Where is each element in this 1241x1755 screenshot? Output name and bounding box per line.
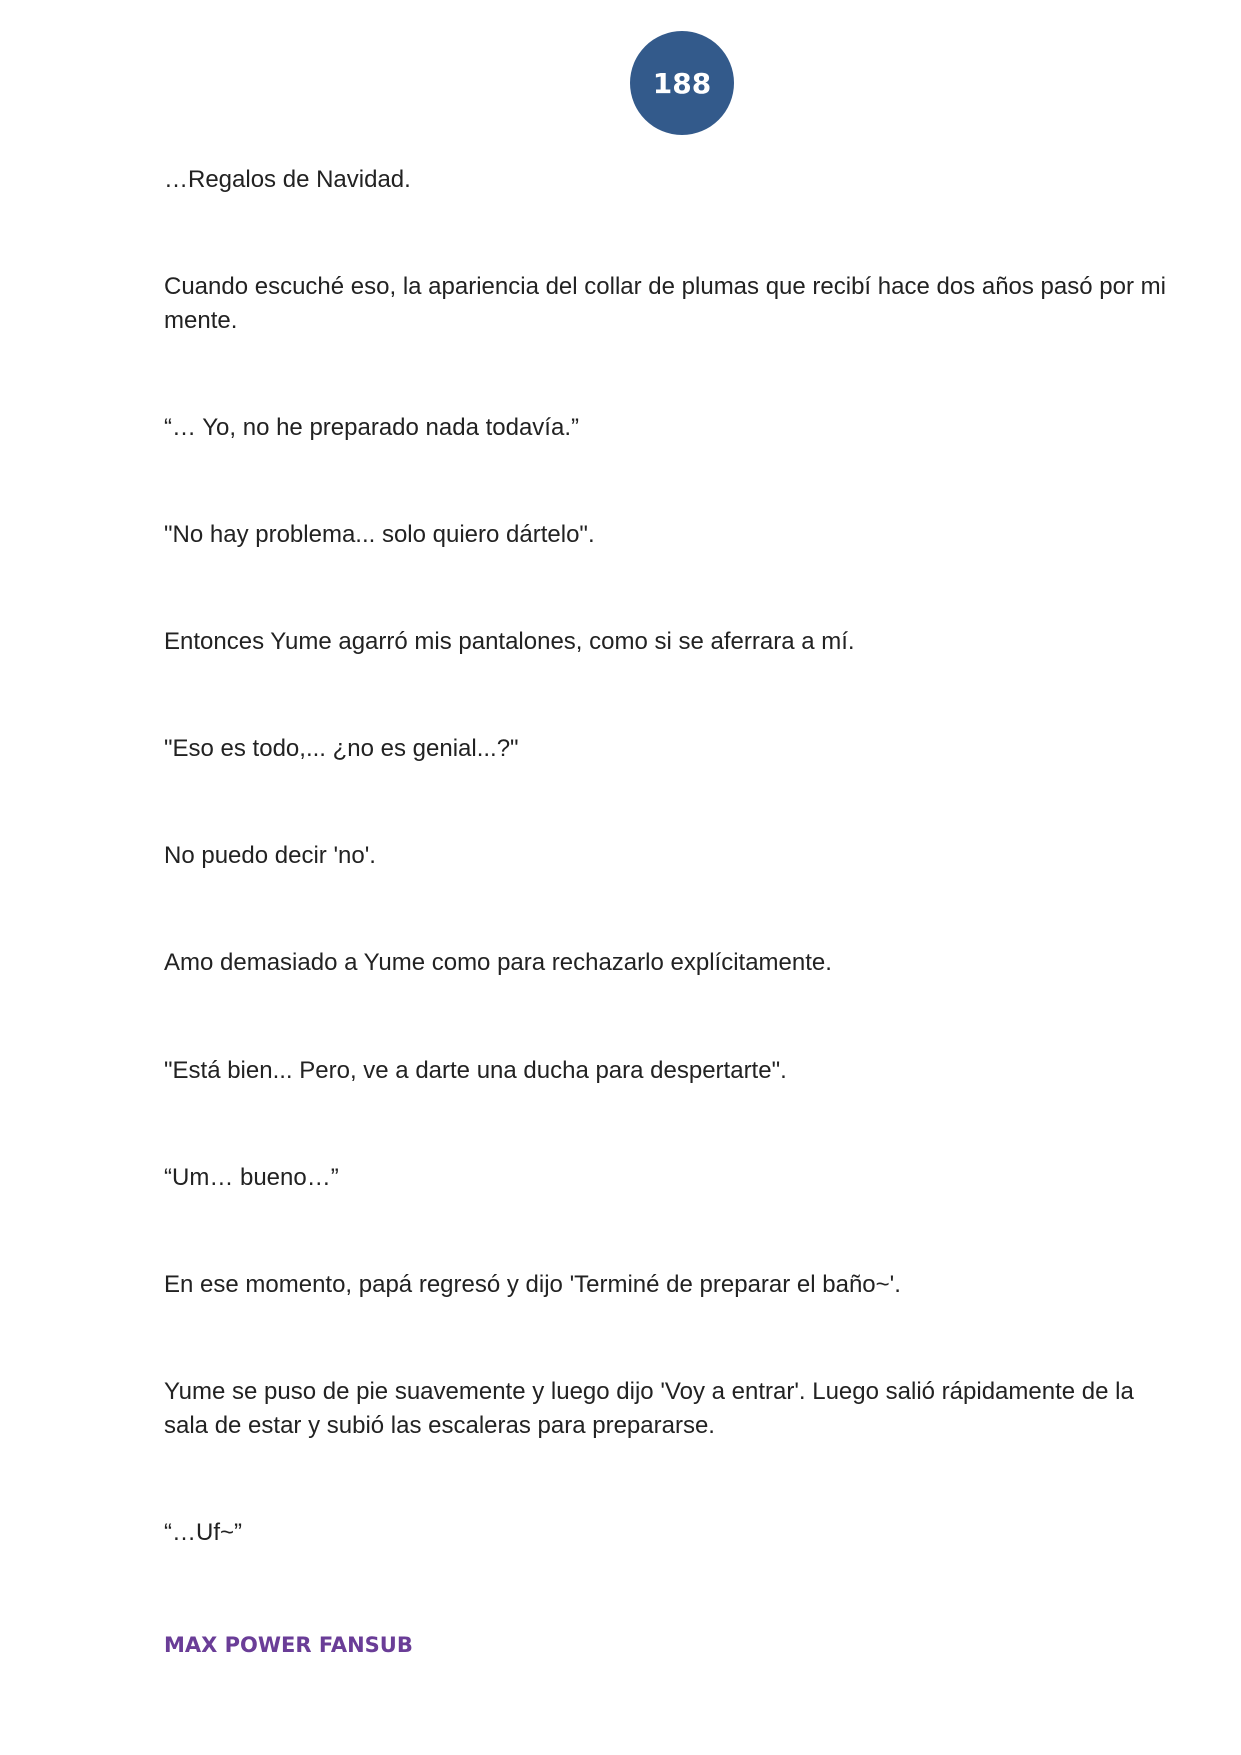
paragraph-3: “… Yo, no he preparado nada todavía.” [164,414,579,441]
paragraph-1: …Regalos de Navidad. [164,166,411,193]
paragraph-10: “Um… bueno…” [164,1164,339,1191]
paragraph-9: "Está bien... Pero, ve a darte una ducha para despertarte". [164,1057,787,1084]
paragraph-13: “…Uf~” [164,1519,242,1546]
paragraph-11: En ese momento, papá regresó y dijo 'Terminé de preparar el baño~'. [164,1271,901,1298]
paragraph-7: No puedo decir 'no'. [164,842,376,869]
paragraph-5: Entonces Yume agarró mis pantalones, como si se aferrara a mí. [164,628,855,655]
paragraph-6: "Eso es todo,... ¿no es genial...?" [164,735,519,762]
fansub-credit: MAX POWER FANSUB [164,1633,413,1657]
paragraph-4: "No hay problema... solo quiero dártelo". [164,521,595,548]
paragraph-8: Amo demasiado a Yume como para rechazarlo explícitamente. [164,949,832,976]
paragraph-2: Cuando escuché eso, la apariencia del collar de plumas que recibí hace dos años pasó por mi mente. [164,273,1166,334]
page-number-badge: 188 [630,31,734,135]
paragraph-12: Yume se puso de pie suavemente y luego dijo 'Voy a entrar'. Luego salió rápidamente de la sala de estar y subió las escaleras para prepararse. [164,1378,1134,1439]
